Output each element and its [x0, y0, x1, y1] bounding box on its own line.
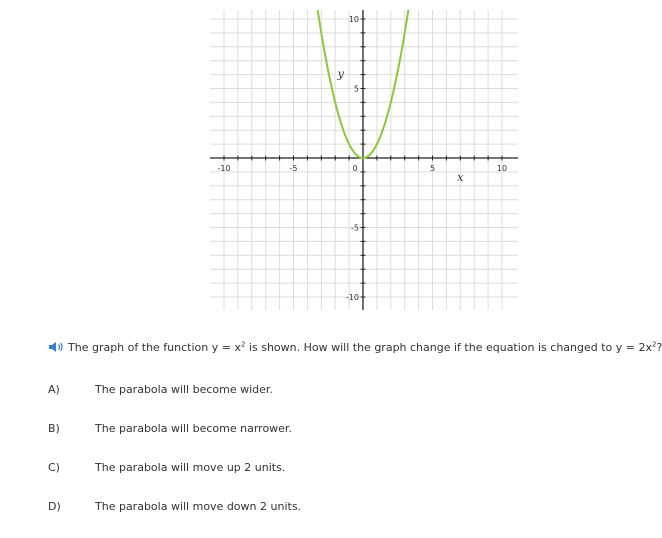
y-axis-label: y	[337, 67, 344, 81]
choice-c[interactable]	[48, 460, 608, 476]
graph-svg	[208, 8, 520, 312]
choice-text: The parabola will move down 2 units.	[95, 500, 302, 513]
x-tick-label: -10	[217, 164, 231, 173]
question-part-1: The graph of the function y = x	[68, 341, 241, 354]
choice-b[interactable]	[48, 421, 608, 437]
choice-letter: D)	[48, 500, 61, 513]
choice-d[interactable]	[48, 499, 608, 515]
grid-lines	[210, 10, 518, 310]
function-graph	[208, 8, 520, 312]
axes	[210, 10, 518, 310]
choice-letter: B)	[48, 422, 60, 435]
x-tick-label: 5	[429, 164, 436, 173]
choice-letter: C)	[48, 461, 60, 474]
question-text	[48, 340, 662, 356]
choice-a[interactable]	[48, 382, 608, 398]
question-part-3: ?	[656, 341, 662, 354]
x-tick-label: 0	[352, 164, 358, 173]
question-exponent-1: 2	[240, 340, 246, 349]
y-tick-label: 10	[348, 15, 359, 24]
y-tick-label: 5	[353, 84, 359, 94]
y-tick-label: -10	[345, 293, 359, 302]
y-tick-label: -5	[351, 223, 359, 233]
x-tick-label: 10	[496, 164, 508, 173]
question-part-2: is shown. How will the graph change if the equation is changed to y = 2x	[245, 341, 653, 354]
choice-letter: A)	[48, 383, 60, 396]
speaker-icon[interactable]	[48, 341, 66, 353]
x-axis-label: x	[457, 171, 464, 184]
choice-text: The parabola will become narrower.	[95, 422, 292, 435]
choice-text: The parabola will move up 2 units.	[95, 461, 286, 474]
question-exponent-2: 2	[652, 340, 657, 349]
choice-text: The parabola will become wider.	[95, 383, 273, 396]
x-tick-label: -5	[289, 164, 298, 173]
